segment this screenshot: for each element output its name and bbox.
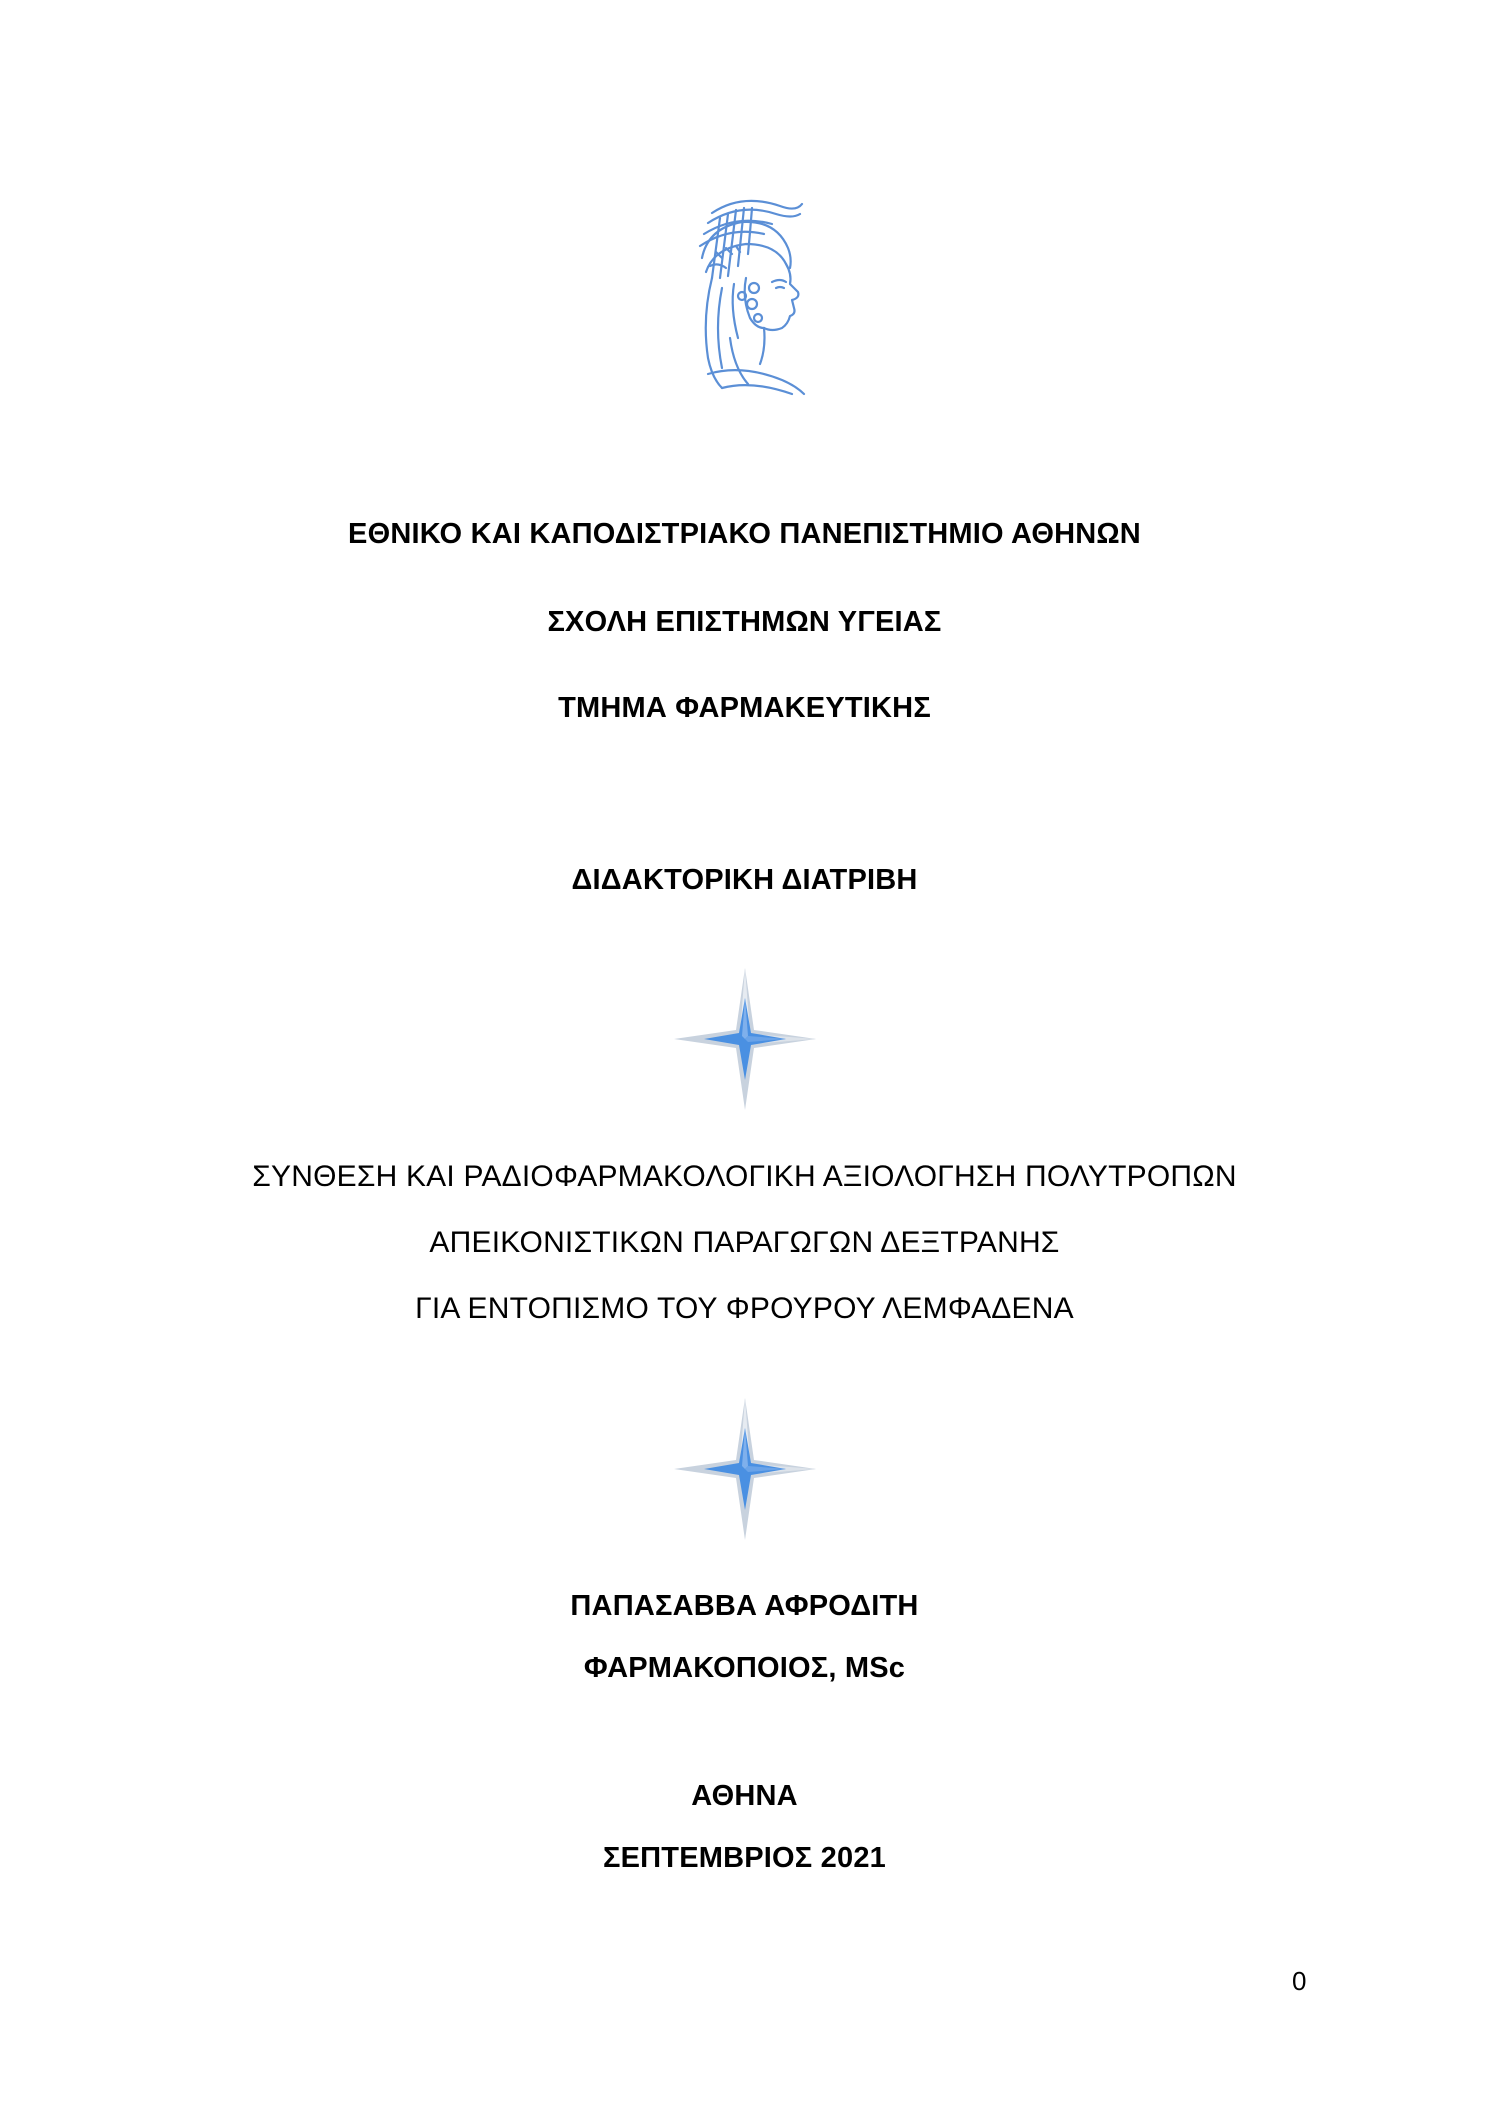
thesis-title-line-2: ΑΠΕΙΚΟΝΙΣΤΙΚΩΝ ΠΑΡΑΓΩΓΩΝ ΔΕΞΤΡΑΝΗΣ bbox=[429, 1226, 1060, 1259]
university-name: ΕΘΝΙΚΟ ΚΑΙ ΚΑΠΟΔΙΣΤΡΙΑΚΟ ΠΑΝΕΠΙΣΤΗΜΙΟ ΑΘΗΝΩΝ bbox=[348, 518, 1141, 550]
city: ΑΘΗΝΑ bbox=[691, 1780, 798, 1812]
four-point-star-icon bbox=[670, 964, 820, 1114]
date: ΣΕΠΤΕΜΒΡΙΟΣ 2021 bbox=[603, 1842, 886, 1874]
four-point-star-icon bbox=[670, 1394, 820, 1544]
thesis-title-line-3: ΓΙΑ ΕΝΤΟΠΙΣΜΟ ΤΟΥ ΦΡΟΥΡΟΥ ΛΕΜΦΑΔΕΝΑ bbox=[415, 1292, 1074, 1325]
document-type: ΔΙΔΑΚΤΟΡΙΚΗ ΔΙΑΤΡΙΒΗ bbox=[571, 864, 918, 896]
thesis-title-line-1: ΣΥΝΘΕΣΗ ΚΑΙ ΡΑΔΙΟΦΑΡΜΑΚΟΛΟΓΙΚΗ ΑΞΙΟΛΟΓΗΣΗ ΠΟΛΥΤΡΟΠΩΝ bbox=[252, 1160, 1237, 1193]
school-name: ΣΧΟΛΗ ΕΠΙΣΤΗΜΩΝ ΥΓΕΙΑΣ bbox=[547, 606, 942, 638]
page-number: 0 bbox=[1292, 1966, 1307, 1996]
athena-head-logo-icon bbox=[672, 188, 822, 398]
author-name: ΠΑΠΑΣΑΒΒΑ ΑΦΡΟΔΙΤΗ bbox=[570, 1590, 919, 1622]
department-name: ΤΜΗΜΑ ΦΑΡΜΑΚΕΥΤΙΚΗΣ bbox=[558, 692, 931, 724]
author-title: ΦΑΡΜΑΚΟΠΟΙΟΣ, MSc bbox=[583, 1652, 906, 1684]
